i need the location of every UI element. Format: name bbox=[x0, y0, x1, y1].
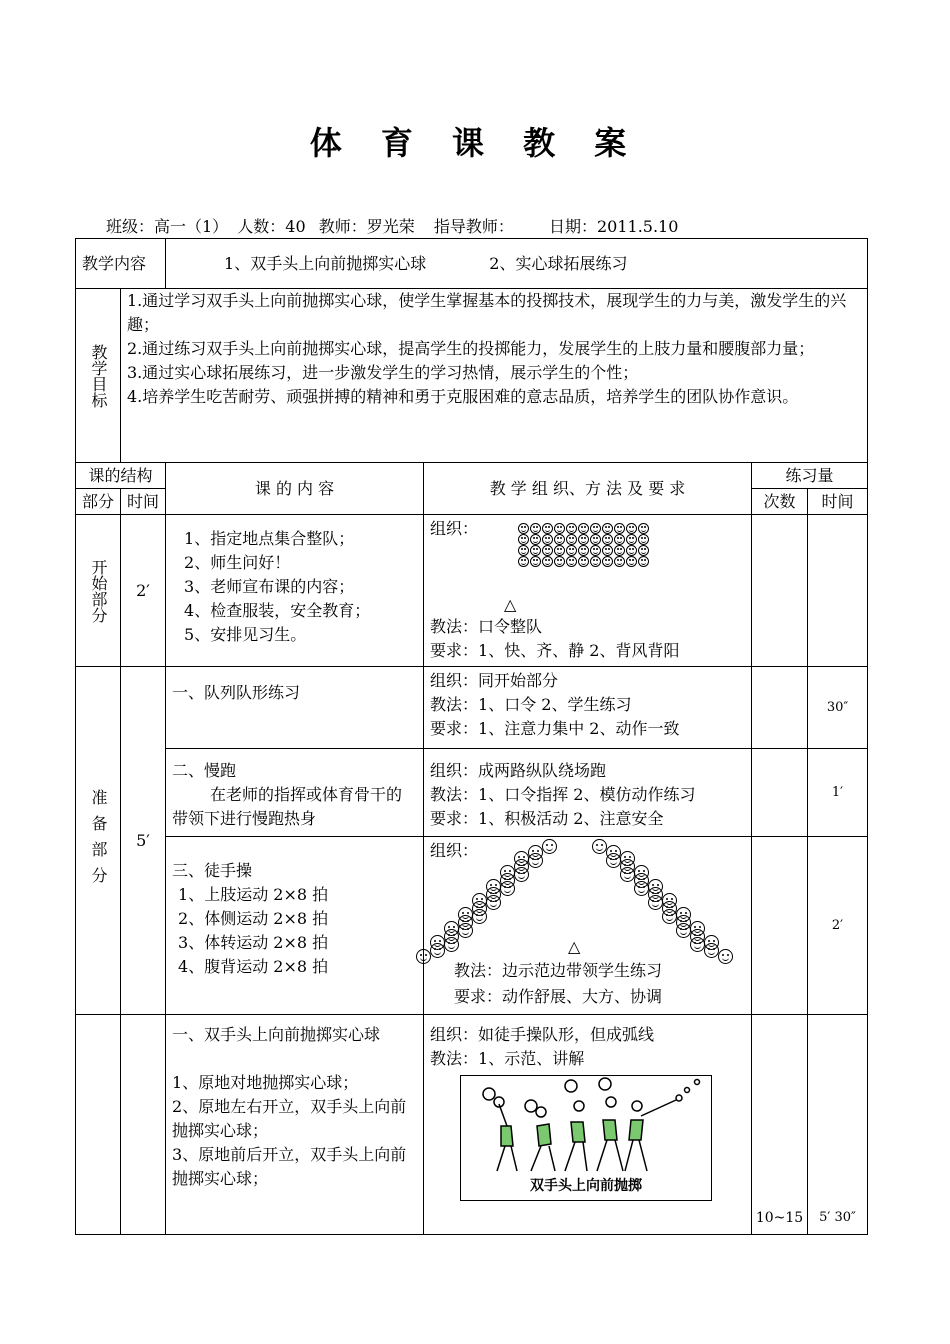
student-smiley-icon bbox=[578, 545, 589, 556]
prep-r3-ptime: 2′ bbox=[808, 837, 868, 1015]
start-method: 教法：口令整队 bbox=[430, 617, 543, 636]
main-title: 一、双手头上向前抛掷实心球 bbox=[172, 1025, 381, 1044]
student-smiley-icon bbox=[430, 943, 445, 958]
start-item-5: 5、安排见习生。 bbox=[184, 625, 307, 644]
student-smiley-icon bbox=[614, 545, 625, 556]
prep-r2-ptime: 1′ bbox=[808, 749, 868, 837]
header-org: 教 学 组 织、方 法 及 要 求 bbox=[424, 463, 752, 515]
throw-caption: 双手头上向前抛掷 bbox=[530, 1178, 643, 1194]
figure-1 bbox=[483, 1088, 517, 1171]
header-reps: 次数 bbox=[752, 489, 808, 515]
student-smiley-icon bbox=[518, 545, 529, 556]
advisor-field: 指导教师： bbox=[433, 217, 514, 236]
throw-illustration bbox=[460, 1075, 712, 1201]
prep-r2-title: 二、慢跑 bbox=[172, 761, 237, 780]
goal-3: 3.通过实心球拓展练习，进一步激发学生的学习热情，展示学生的个性； bbox=[127, 363, 639, 382]
student-smiley-icon bbox=[626, 523, 637, 534]
main-time-cell bbox=[121, 1015, 166, 1235]
start-reps bbox=[752, 515, 808, 667]
main-part-cell bbox=[76, 1015, 121, 1235]
prep-r1-org-cell bbox=[424, 667, 752, 749]
start-content bbox=[166, 515, 424, 667]
student-smiley-icon bbox=[602, 534, 613, 545]
figure-2 bbox=[525, 1100, 555, 1171]
student-smiley-icon bbox=[620, 867, 635, 882]
prep-time: 5′ bbox=[121, 667, 166, 1015]
student-smiley-icon bbox=[590, 556, 601, 567]
prep-r3-req: 要求：动作舒展、大方、协调 bbox=[454, 987, 663, 1006]
student-smiley-icon bbox=[704, 943, 719, 958]
throw-figures-image bbox=[461, 1076, 711, 1176]
prep-r3-content bbox=[166, 837, 424, 1015]
student-smiley-icon bbox=[578, 556, 589, 567]
student-smiley-icon bbox=[634, 881, 649, 896]
student-smiley-icon bbox=[554, 556, 565, 567]
student-smiley-icon bbox=[614, 534, 625, 545]
prep-r2-reps bbox=[752, 749, 808, 837]
prep-r3-item-3: 3、体转运动 2×8 拍 bbox=[178, 933, 329, 952]
student-smiley-icon bbox=[614, 556, 625, 567]
student-smiley-icon bbox=[530, 556, 541, 567]
prep-r1-ptime: 30″ bbox=[808, 667, 868, 749]
main-method: 教法：1、示范、讲解 bbox=[430, 1049, 585, 1068]
content-label: 教学内容 bbox=[76, 239, 166, 289]
start-part-cell bbox=[76, 515, 121, 667]
prep-r3-title: 三、徒手操 bbox=[172, 861, 253, 880]
student-smiley-icon bbox=[486, 895, 501, 910]
student-smiley-icon bbox=[590, 523, 601, 534]
student-smiley-icon bbox=[638, 523, 649, 534]
header-structure: 课的结构 bbox=[76, 463, 166, 489]
goals-label: 教学目标 bbox=[89, 343, 108, 408]
student-smiley-icon bbox=[500, 881, 515, 896]
student-smiley-icon bbox=[690, 937, 705, 952]
student-smiley-icon bbox=[602, 523, 613, 534]
student-smiley-icon bbox=[590, 534, 601, 545]
prep-r2-content bbox=[166, 749, 424, 837]
prep-r2-desc: 在老师的指挥或体育骨干的带领下进行慢跑热身 bbox=[172, 785, 403, 828]
student-smiley-icon bbox=[648, 895, 663, 910]
count-field: 人数：40 bbox=[237, 217, 306, 236]
prep-r1-content: 一、队列队形练习 bbox=[166, 667, 424, 749]
student-smiley-icon bbox=[542, 839, 557, 854]
v-formation bbox=[424, 837, 752, 977]
goal-1: 1.通过学习双手头上向前抛掷实心球，使学生掌握基本的投掷技术，展现学生的力与美，激发学生的兴趣； bbox=[127, 291, 847, 334]
student-smiley-icon bbox=[518, 534, 529, 545]
start-item-2: 2、师生问好！ bbox=[184, 553, 291, 572]
goal-4: 4.培养学生吃苦耐劳、顽强拼搏的精神和勇于克服困难的意志品质，培养学生的团队协作意识。 bbox=[127, 387, 799, 406]
student-smiley-icon bbox=[444, 937, 459, 952]
prep-r3-org-cell bbox=[424, 837, 752, 1015]
prep-r3-item-4: 4、腹背运动 2×8 拍 bbox=[178, 957, 329, 976]
prep-r1-req: 要求：1、注意力集中 2、动作一致 bbox=[430, 719, 680, 738]
header-practice: 练习量 bbox=[752, 463, 868, 489]
student-smiley-icon bbox=[566, 556, 577, 567]
student-smiley-icon bbox=[542, 545, 553, 556]
lesson-plan-table bbox=[75, 238, 868, 1235]
main-org-cell bbox=[424, 1015, 752, 1235]
start-item-4: 4、检查服装，安全教育； bbox=[184, 601, 371, 620]
student-smiley-icon bbox=[554, 534, 565, 545]
main-ptime: 5′ 30″ bbox=[808, 1015, 868, 1235]
prep-r3-item-1: 1、上肢运动 2×8 拍 bbox=[178, 885, 329, 904]
student-smiley-icon bbox=[554, 545, 565, 556]
start-ptime bbox=[808, 515, 868, 667]
student-smiley-icon bbox=[592, 839, 607, 854]
goals-cell bbox=[121, 289, 868, 463]
student-smiley-icon bbox=[590, 545, 601, 556]
prep-r2-org: 组织：成两路纵队绕场跑 bbox=[430, 761, 607, 780]
student-smiley-icon bbox=[638, 545, 649, 556]
main-content bbox=[166, 1015, 424, 1235]
page-title: 体 育 课 教 案 bbox=[309, 124, 641, 162]
student-smiley-icon bbox=[578, 534, 589, 545]
start-org-label: 组织： bbox=[430, 519, 479, 538]
start-req: 要求：1、快、齐、静 2、背风背阳 bbox=[430, 641, 680, 660]
prep-r2-method: 教法：1、口令指挥 2、模仿动作练习 bbox=[430, 785, 696, 804]
start-item-3: 3、老师宣布课的内容； bbox=[184, 577, 355, 596]
date-field: 日期：2011.5.10 bbox=[548, 217, 679, 236]
goal-2: 2.通过练习双手头上向前抛掷实心球，提高学生的投掷能力，发展学生的上肢力量和腰腹部力量； bbox=[127, 339, 815, 358]
main-org: 组织：如徒手操队形，但成弧线 bbox=[430, 1025, 655, 1044]
student-smiley-icon bbox=[530, 523, 541, 534]
student-smiley-icon bbox=[514, 867, 529, 882]
student-smiley-icon bbox=[528, 853, 543, 868]
header-time: 时间 bbox=[121, 489, 166, 515]
goals-label-cell bbox=[76, 289, 121, 463]
student-smiley-icon bbox=[472, 909, 487, 924]
student-smiley-icon bbox=[638, 534, 649, 545]
prep-r3-org: 组织： bbox=[430, 841, 479, 860]
student-smiley-icon bbox=[458, 923, 473, 938]
start-part: 开始部分 bbox=[89, 558, 108, 623]
student-smiley-icon bbox=[518, 556, 529, 567]
content-item-1: 1、双手头上向前抛掷实心球 bbox=[224, 253, 427, 273]
student-smiley-icon bbox=[518, 523, 529, 534]
student-smiley-icon bbox=[626, 534, 637, 545]
header-part: 部分 bbox=[76, 489, 121, 515]
student-smiley-icon bbox=[718, 949, 733, 964]
student-smiley-icon bbox=[542, 534, 553, 545]
student-smiley-icon bbox=[530, 534, 541, 545]
prep-r2-req: 要求：1、积极活动 2、注意安全 bbox=[430, 809, 664, 828]
student-smiley-icon bbox=[614, 523, 625, 534]
prep-r2-org-cell bbox=[424, 749, 752, 837]
student-smiley-icon bbox=[566, 523, 577, 534]
student-smiley-icon bbox=[578, 523, 589, 534]
figure-5 bbox=[625, 1080, 700, 1172]
main-item-1: 1、原地对地抛掷实心球； bbox=[172, 1073, 359, 1092]
prep-r3-item-2: 2、体侧运动 2×8 拍 bbox=[178, 909, 329, 928]
teacher-field: 教师：罗光荣 bbox=[318, 217, 415, 236]
prep-r3-method: 教法：边示范边带领学生练习 bbox=[454, 961, 663, 980]
header-ptime: 时间 bbox=[808, 489, 868, 515]
prep-r1-org: 组织：同开始部分 bbox=[430, 671, 559, 690]
prep-r1-method: 教法：1、口令 2、学生练习 bbox=[430, 695, 632, 714]
start-item-1: 1、指定地点集合整队； bbox=[184, 529, 355, 548]
prep-r3-teacher-mark: △ bbox=[568, 937, 581, 956]
prep-part-cell bbox=[76, 667, 121, 1015]
student-smiley-icon bbox=[602, 545, 613, 556]
student-smiley-icon bbox=[416, 949, 431, 964]
student-smiley-icon bbox=[626, 545, 637, 556]
start-teacher-mark: △ bbox=[504, 595, 517, 614]
student-smiley-icon bbox=[566, 545, 577, 556]
student-smiley-icon bbox=[602, 556, 613, 567]
student-smiley-icon bbox=[626, 556, 637, 567]
content-value bbox=[166, 239, 868, 289]
header-content: 课 的 内 容 bbox=[166, 463, 424, 515]
lesson-meta bbox=[106, 214, 678, 237]
main-reps: 10~15 bbox=[752, 1015, 808, 1235]
student-smiley-icon bbox=[542, 523, 553, 534]
start-org-cell bbox=[424, 515, 752, 667]
prep-r3-reps bbox=[752, 837, 808, 1015]
student-smiley-icon bbox=[566, 534, 577, 545]
prep-r1-reps bbox=[752, 667, 808, 749]
figure-3 bbox=[565, 1080, 587, 1171]
student-smiley-icon bbox=[606, 853, 621, 868]
start-formation bbox=[518, 523, 650, 567]
student-smiley-icon bbox=[662, 909, 677, 924]
student-smiley-icon bbox=[554, 523, 565, 534]
class-field: 班级：高一（1） bbox=[106, 217, 229, 236]
figure-4 bbox=[597, 1078, 623, 1171]
student-smiley-icon bbox=[638, 556, 649, 567]
student-smiley-icon bbox=[530, 545, 541, 556]
student-smiley-icon bbox=[542, 556, 553, 567]
student-smiley-icon bbox=[676, 923, 691, 938]
main-item-2: 2、原地左右开立，双手头上向前抛掷实心球； bbox=[172, 1097, 407, 1140]
main-item-3: 3、原地前后开立，双手头上向前抛掷实心球； bbox=[172, 1145, 407, 1188]
prep-part: 准备部分 bbox=[89, 788, 108, 893]
start-time: 2′ bbox=[121, 515, 166, 667]
content-item-2: 2、实心球拓展练习 bbox=[489, 253, 628, 273]
